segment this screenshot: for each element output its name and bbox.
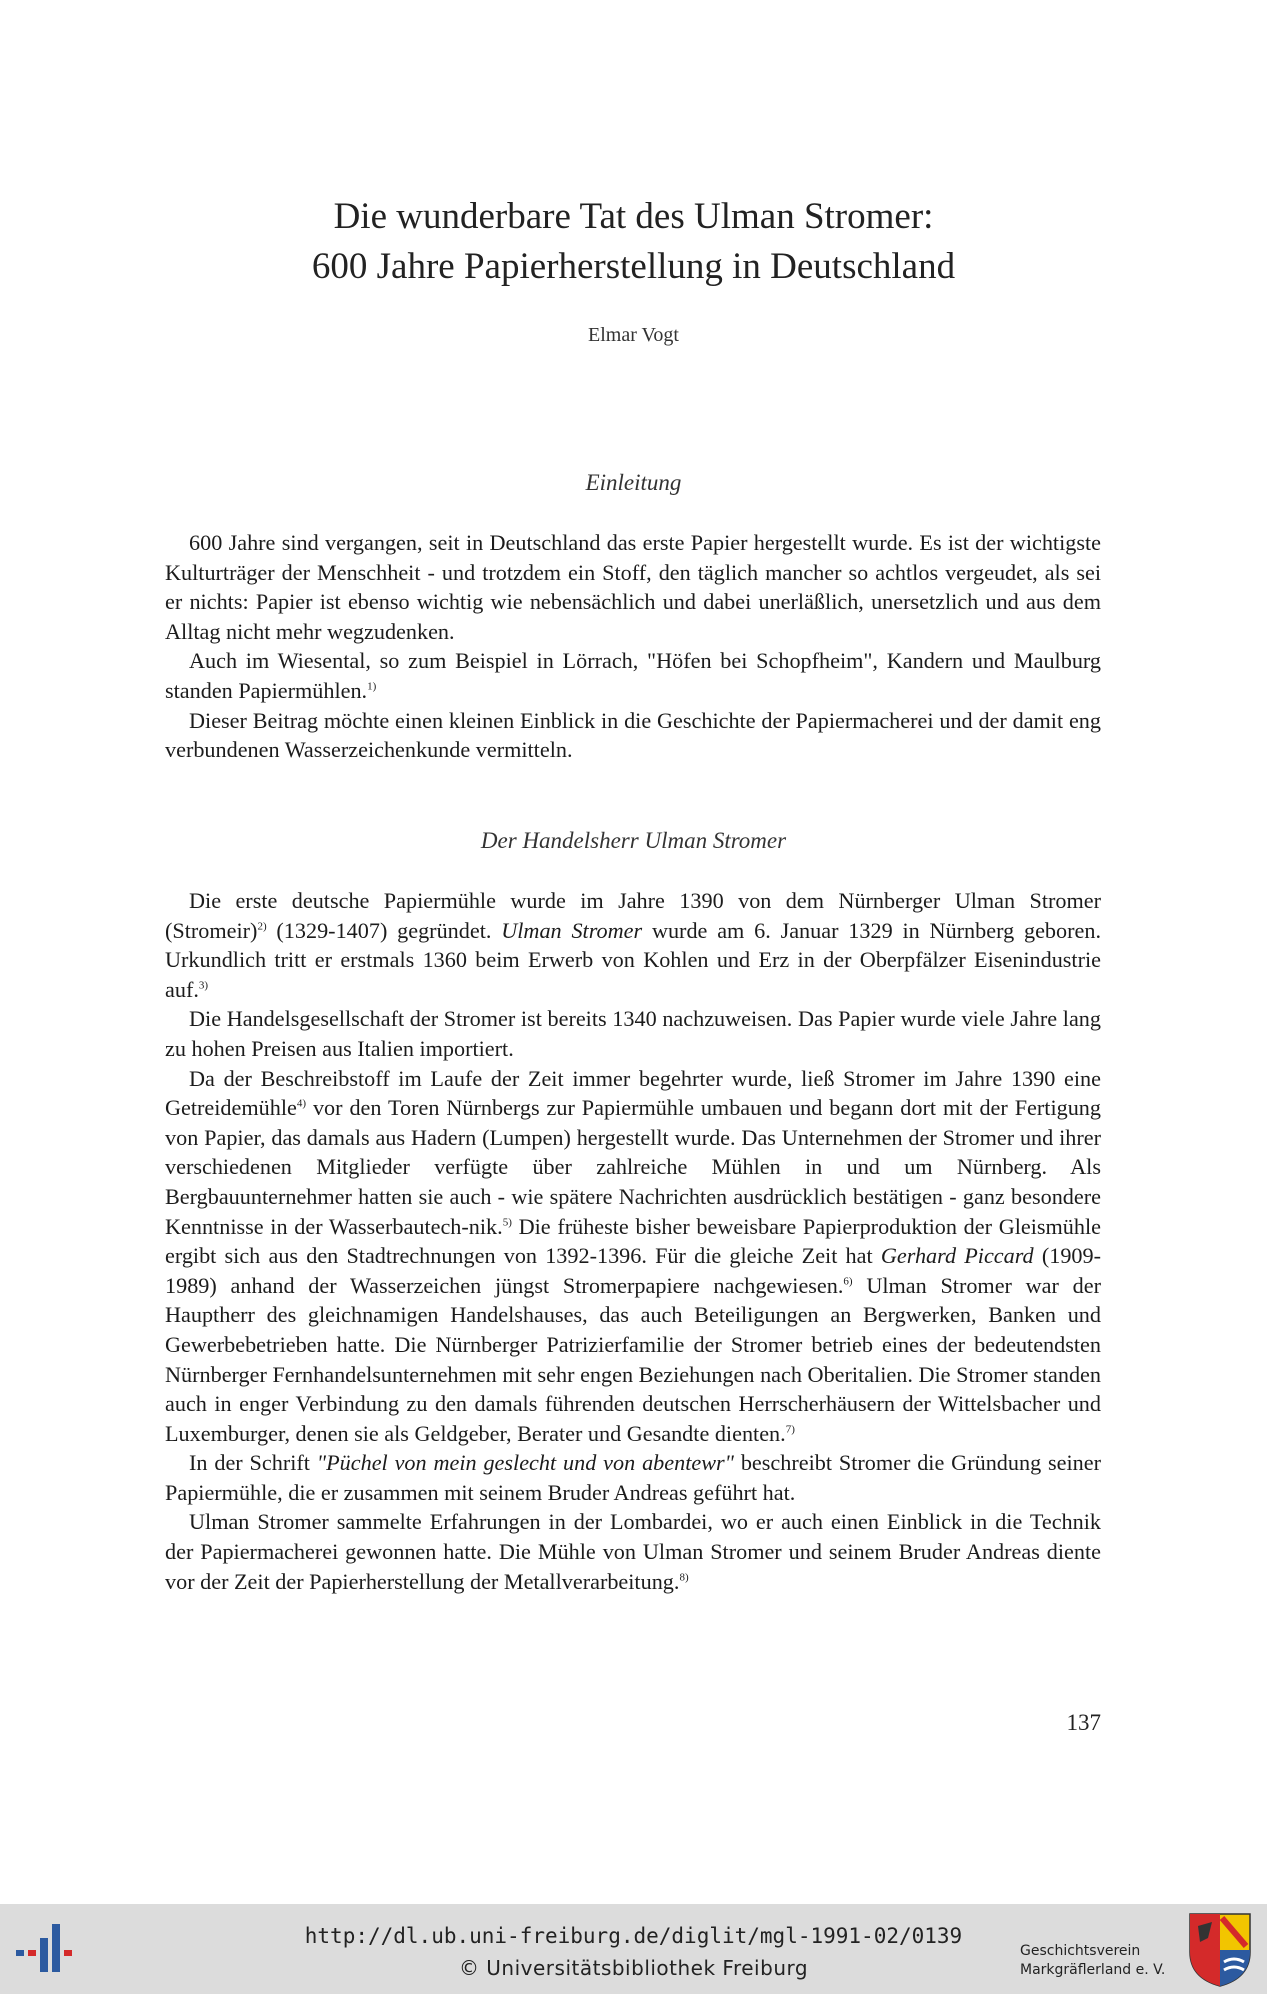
paragraph-text: Die erste deutsche Papiermühle wurde im Jahre 1390 von dem Nürnberger Ulman Stromer (Stromeir) bbox=[165, 888, 1101, 943]
title-line-1: Die wunderbare Tat des Ulman Stromer: bbox=[333, 196, 934, 237]
paragraph-text: Die früheste bisher beweisbare Papierproduktion der Gleismühle ergibt sich aus den Stadtrechnungen von 1392-1396. Für die gleiche Zeit hat bbox=[165, 1213, 1101, 1269]
society-line-1: Geschichtsverein bbox=[1020, 1943, 1141, 1959]
paragraph-text: Dieser Beitrag möchte einen kleinen Einblick in die Geschichte der Papiermacherei und der damit eng verbundenen Wasserzeichenkunde vermitteln. bbox=[165, 707, 1101, 763]
paragraph bbox=[165, 706, 1101, 765]
paragraph-text: beschreibt Stromer die Gründung seiner Papiermühle, die er zusammen mit seinem Bruder Andreas geführt hat. bbox=[165, 1450, 1101, 1505]
society-line-2: Markgräflerland e. V. bbox=[1020, 1962, 1166, 1978]
person-name: Gerhard Piccard bbox=[880, 1243, 1034, 1269]
footnote-marker: 4) bbox=[296, 1097, 307, 1110]
paragraph-text: 600 Jahre sind vergangen, seit in Deutschland das erste Papier hergestellt wurde. Es ist der wichtigste Kulturträger der Menschheit - und trotzdem ein Stoff, den täglich mancher so achtlos vergeudet, als sei er nichts: Papier ist ebenso wichtig wie nebensächlich und dabei unerläßlich, unersetzlich und aus dem Alltag nicht mehr wegzudenken. bbox=[165, 530, 1101, 644]
copyright-notice: © Universitätsbibliothek Freiburg bbox=[458, 1956, 809, 1980]
paragraph bbox=[165, 528, 1101, 646]
footnote-marker: 5) bbox=[502, 1216, 512, 1229]
paragraph-text: Ulman Stromer sammelte Erfahrungen in der Lombardei, wo er auch einen Einblick in die Technik der Papiermacherei gewonnen hatte. Die Mühle von Ulman Stromer und seinem Bruder Andreas diente vor der Zeit der Papierherstellung der Metallverarbeitung. bbox=[165, 1509, 1101, 1594]
paragraph bbox=[165, 1064, 1101, 1449]
paragraph-text: vor den Toren Nürnbergs zur Papiermühle umbauen und begann dort mit der Fertigung von Papier, das damals aus Hadern (Lumpen) hergestellt wurde. Das Unternehmen der Stromer und ihrer verschiedenen Mitglieder verfügte über zahlreiche Mühlen in und um Nürnberg. Als Bergbauunternehmer hatten sie auch - wie spätere Nachrichten ausdrücklich bestätigen - ganz besondere Kenntnisse in der Wasserbautech-nik. bbox=[165, 1095, 1101, 1239]
footnote-marker: 1) bbox=[367, 680, 377, 693]
paragraph-text: (1909-1989) anhand der Wasserzeichen jüngst Stromerpapiere nachgewiesen. bbox=[165, 1243, 1101, 1298]
paragraph-text: wurde am 6. Januar 1329 in Nürnberg geboren. Urkundlich tritt er erstmals 1360 beim Erwerb von Kohlen und Erz in der Oberpfälzer Eisenindustrie auf. bbox=[165, 917, 1101, 1002]
society-name bbox=[1020, 1942, 1180, 1980]
section-body-einleitung bbox=[165, 528, 1101, 765]
footnote-marker: 6) bbox=[843, 1275, 853, 1288]
article-title bbox=[0, 192, 1267, 292]
title-line-2: 600 Jahre Papierherstellung in Deutschland bbox=[311, 246, 956, 287]
paragraph bbox=[165, 646, 1101, 705]
section-heading-handelsherr: Der Handelsherr Ulman Stromer bbox=[480, 828, 787, 853]
book-title: "Püchel von mein geslecht und von abentewr" bbox=[316, 1450, 734, 1476]
section-heading-einleitung: Einleitung bbox=[585, 470, 682, 495]
section-body-handelsherr bbox=[165, 886, 1101, 1596]
paragraph bbox=[165, 1004, 1101, 1063]
footnote-marker: 3) bbox=[198, 979, 209, 992]
page-number: 137 bbox=[1066, 1710, 1101, 1735]
permalink-url[interactable]: http://dl.ub.uni-freiburg.de/diglit/mgl-1991-02/0139 bbox=[304, 1924, 963, 1948]
paragraph-text: In der Schrift bbox=[189, 1450, 317, 1476]
paragraph-text: Ulman Stromer war der Hauptherr des gleichnamigen Handelshauses, das auch Beteiligungen an Bergwerken, Banken und Gewerbebetrieben hatte. Die Nürnberger Patrizierfamilie der Stromer betrieb eines der bedeutendsten Nürnberger Fernhandelsunternehmen mit sehr engen Beziehungen nach Oberitalien. Die Stromer standen auch in enger Verbindung zu den damals führenden deutschen Herrscherhäusern der Wittelsbacher und Luxemburger, denen sie als Geldgeber, Berater und Gesandte dienten. bbox=[165, 1272, 1101, 1446]
coat-of-arms-icon bbox=[1188, 1912, 1252, 1988]
paragraph-text: (1329-1407) gegründet. bbox=[266, 917, 502, 943]
paragraph bbox=[165, 1507, 1101, 1596]
footnote-marker: 7) bbox=[785, 1423, 795, 1436]
footer-bar bbox=[0, 1904, 1267, 1994]
author-name: Elmar Vogt bbox=[588, 324, 679, 346]
paragraph-text: Die Handelsgesellschaft der Stromer ist bereits 1340 nachzuweisen. Das Papier wurde viele Jahre lang zu hohen Preisen aus Italien importiert. bbox=[165, 1006, 1101, 1061]
paragraph-text: Da der Beschreibstoff im Laufe der Zeit immer begehrter wurde, ließ Stromer im Jahre 1390 eine Getreidemühle bbox=[165, 1065, 1101, 1121]
person-name: Ulman Stromer bbox=[501, 917, 643, 943]
paragraph-text: Auch im Wiesental, so zum Beispiel in Lörrach, "Höfen bei Schopfheim", Kandern und Maulburg standen Papiermühlen. bbox=[165, 648, 1101, 703]
paragraph bbox=[165, 1448, 1101, 1507]
footnote-marker: 2) bbox=[257, 920, 267, 933]
footnote-marker: 8) bbox=[679, 1571, 689, 1584]
paragraph bbox=[165, 886, 1101, 1004]
